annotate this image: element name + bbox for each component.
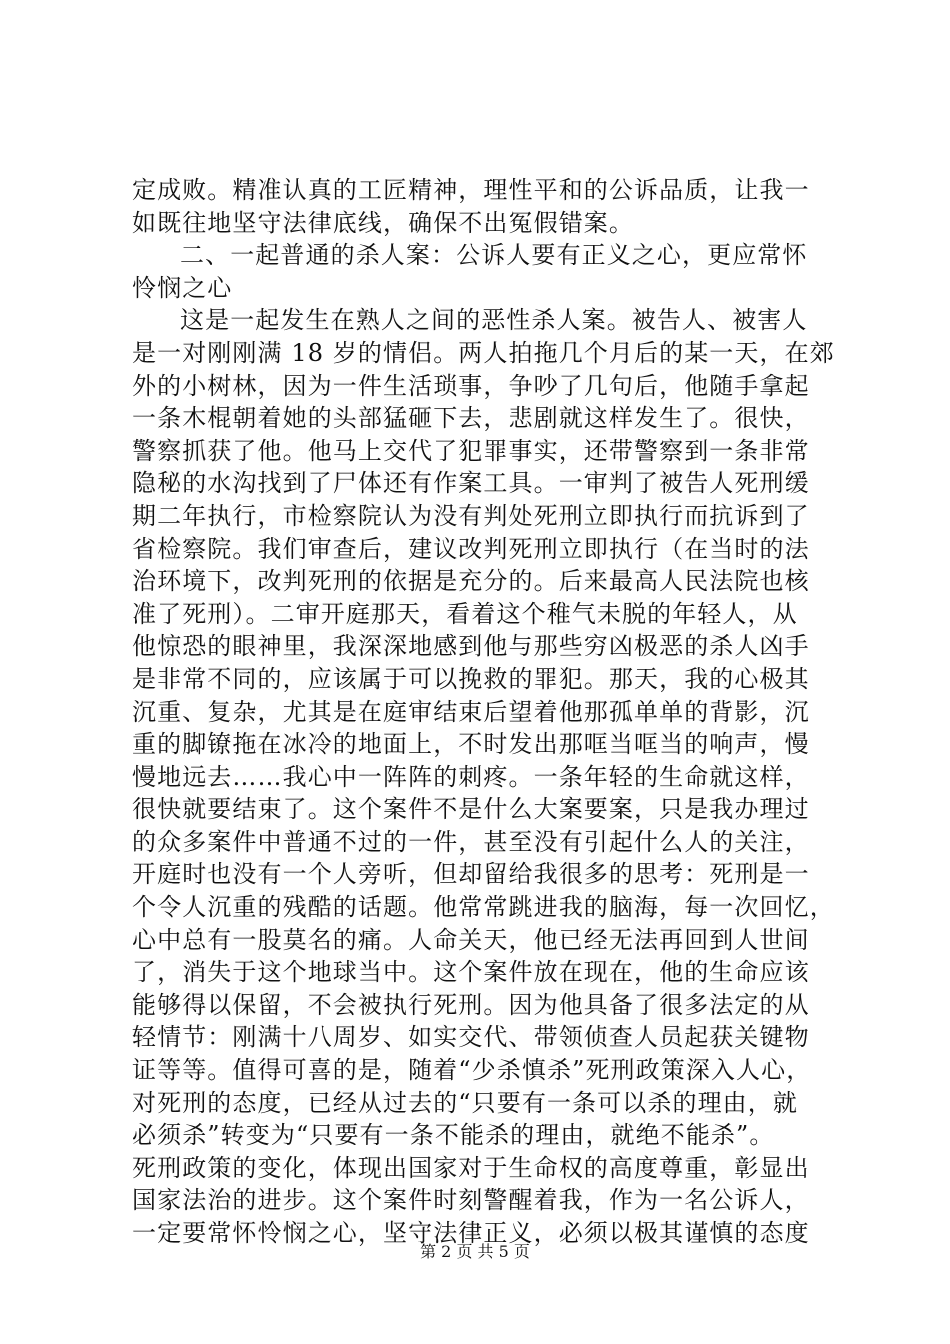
- text-line: 很快就要结束了。这个案件不是什么大案要案，只是我办理过: [132, 795, 810, 824]
- text-line: 了，消失于这个地球当中。这个案件放在现在，他的生命应该: [132, 958, 810, 987]
- text-line: 慢地远去……我心中一阵阵的刺疼。一条年轻的生命就这样，: [132, 762, 810, 791]
- text-line: 是一对刚刚满 18 岁的情侣。两人拍拖几个月后的某一天，在郊: [132, 338, 835, 367]
- text-line: 重的脚镣拖在冰冷的地面上，不时发出那哐当哐当的响声，慢: [132, 730, 810, 759]
- text-line: 国家法治的进步。这个案件时刻警醒着我，作为一名公诉人，: [132, 1186, 810, 1215]
- body-text: [132, 174, 835, 1250]
- text-line: 是非常不同的，应该属于可以挽救的罪犯。那天，我的心极其: [132, 664, 810, 693]
- text-line: 准了死刑）。二审开庭那天，看着这个稚气未脱的年轻人，从: [132, 599, 798, 628]
- text-line: 对死刑的态度，已经从过去的“只要有一条可以杀的理由，就: [132, 1088, 798, 1117]
- page-footer: 第 2 页 共 5 页: [420, 1242, 530, 1261]
- text-line: 沉重、复杂，尤其是在庭审结束后望着他那孤单单的背影，沉: [132, 697, 810, 726]
- text-line: 治环境下，改判死刑的依据是充分的。后来最高人民法院也核: [132, 567, 810, 596]
- text-line: 一条木棍朝着她的头部猛砸下去，悲剧就这样发生了。很快，: [132, 404, 810, 433]
- text-line: 必须杀”转变为“只要有一条不能杀的理由，就绝不能杀”。: [132, 1121, 775, 1150]
- text-line: 外的小树林，因为一件生活琐事，争吵了几句后，他随手拿起: [132, 371, 810, 400]
- text-line: 隐秘的水沟找到了尸体还有作案工具。一审判了被告人死刑缓: [132, 469, 810, 498]
- text-line: 开庭时也没有一个人旁听，但却留给我很多的思考：死刑是一: [132, 860, 810, 889]
- text-line: 定成败。精准认真的工匠精神，理性平和的公诉品质，让我一: [132, 176, 810, 204]
- text-line: 怜悯之心: [132, 273, 233, 302]
- text-line: 证等等。值得可喜的是，随着“少杀慎杀”死刑政策深入人心，: [132, 1056, 812, 1085]
- text-line: 他惊恐的眼神里，我深深地感到他与那些穷凶极恶的杀人凶手: [132, 632, 810, 661]
- text-line: 二、一起普通的杀人案：公诉人要有正义之心，更应常怀: [180, 241, 808, 270]
- text-line: 如既往地坚守法律底线，确保不出冤假错案。: [132, 208, 634, 237]
- text-line: 死刑政策的变化，体现出国家对于生命权的高度尊重，彰显出: [132, 1153, 810, 1182]
- text-line: 心中总有一股莫名的痛。人命关天，他已经无法再回到人世间: [132, 925, 810, 954]
- text-line: 这是一起发生在熟人之间的恶性杀人案。被告人、被害人: [180, 306, 808, 335]
- text-line: 省检察院。我们审查后，建议改判死刑立即执行（在当时的法: [132, 534, 810, 563]
- text-line: 警察抓获了他。他马上交代了犯罪事实，还带警察到一条非常: [132, 436, 810, 465]
- text-line: 一定要常怀怜悯之心，坚守法律正义，必须以极其谨慎的态度: [132, 1219, 810, 1247]
- text-line: 个令人沉重的残酷的话题。他常常跳进我的脑海，每一次回忆，: [132, 893, 835, 922]
- text-line: 的众多案件中普通不过的一件，甚至没有引起什么人的关注，: [132, 827, 810, 856]
- text-line: 期二年执行，市检察院认为没有判处死刑立即执行而抗诉到了: [132, 501, 810, 530]
- text-line: 能够得以保留，不会被执行死刑。因为他具备了很多法定的从: [132, 990, 810, 1019]
- text-line: 轻情节：刚满十八周岁、如实交代、带领侦查人员起获关键物: [132, 1023, 810, 1052]
